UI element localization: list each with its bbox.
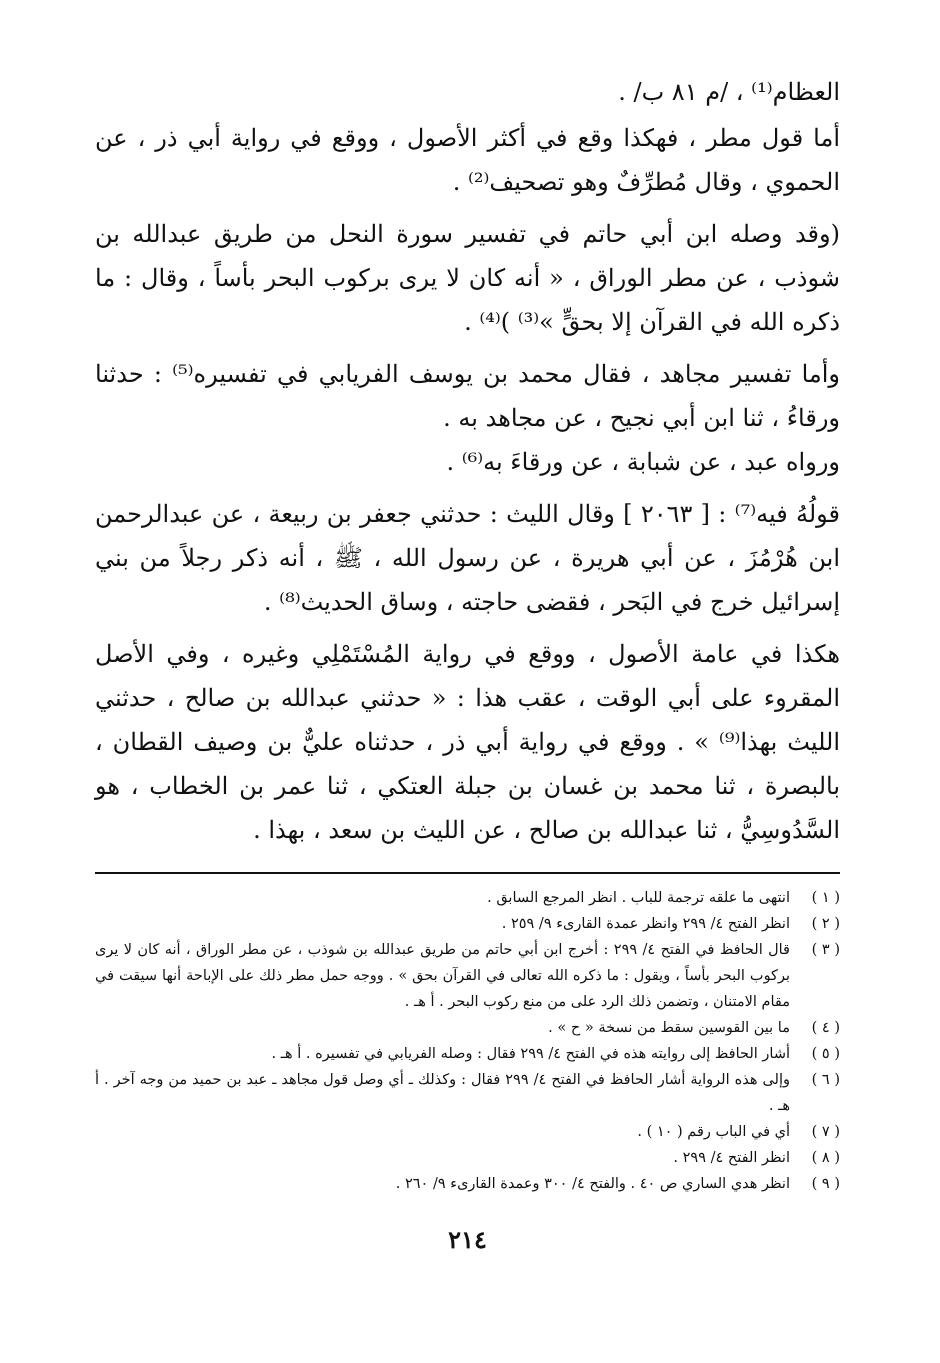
footnote-number: ( ٨ ) — [811, 1150, 840, 1166]
footnote-item — [95, 1145, 840, 1171]
footnote-item — [95, 911, 840, 937]
paragraph-6: قولُهُ فيه⁽⁷⁾ : [ ٢٠٦٣ ] وقال الليث : حدثني جعفر بن ربيعة ، عن عبدالرحمن ابن هُرْمُزَ ، عن أبي هريرة ، عن رسول الله ، ﷺ ، أنه ذكر رجلاً من بني إسرائيل خرج في البَحر ، فقضى حاجته ، وساق الحديث⁽⁸⁾ . — [95, 500, 841, 616]
footnotes — [95, 885, 840, 1197]
footnote-separator — [95, 872, 840, 874]
footnote-text: أي في الباب رقم ( ١٠ ) . — [637, 1124, 790, 1140]
footnote-number: ( ٦ ) — [811, 1072, 840, 1088]
paragraph-5: ورواه عبد ، عن شبابة ، عن ورقاءَ به⁽⁶⁾ . — [446, 448, 840, 476]
page-number: ٢١٤ — [448, 1225, 487, 1254]
footnote-item — [95, 1067, 840, 1119]
footnote-text: أشار الحافظ إلى روايته هذه في الفتح ٤/ ٢٩٩ فقال : وصله الفريابي في تفسيره . أ هـ . — [271, 1046, 790, 1062]
paragraph-3: (وقد وصله ابن أبي حاتم في تفسير سورة النحل من طريق عبدالله بن شوذب ، عن مطر الوراق ، « أنه كان لا يرى بركوب البحر بأساً ، وقال : ما ذكره الله في القرآن إلا بحقٍّ »⁽³⁾ )⁽⁴⁾ . — [95, 220, 840, 336]
footnote-text: وإلى هذه الرواية أشار الحافظ في الفتح ٤/ ٢٩٩ فقال : وكذلك ـ أي وصل قول مجاهد ـ عبد بن حميد من وجه آخر . أ هـ . — [95, 1072, 790, 1114]
footnote-item — [95, 937, 840, 1015]
footnote-text: ما بين القوسين سقط من نسخة « ح » . — [548, 1020, 790, 1036]
footnote-item — [95, 885, 840, 911]
footnote-text: انظر الفتح ٤/ ٢٩٩ وانظر عمدة القارىء ٩/ ٢٥٩ . — [501, 916, 790, 932]
footnote-text: انظر الفتح ٤/ ٢٩٩ . — [673, 1150, 790, 1166]
footnote-item — [95, 1041, 840, 1067]
footnote-text: انتهى ما علقه ترجمة للباب . انظر المرجع السابق . — [487, 890, 790, 906]
footnote-text: قال الحافظ في الفتح ٤/ ٢٩٩ : أخرج ابن أبي حاتم من طريق عبدالله بن شوذب ، عن مطر الوراق ، أنه كان لا يرى بركوب البحر بأساً ، ويقول : ما ذكره الله تعالى في القرآن بحق » . ووجه حمل مطر ذلك على الإباحة أنها سيقت في مقام الامتنان ، وتضمن ذلك الرد على من منع ركوب البحر . أ هـ . — [95, 942, 790, 1010]
footnote-number: ( ٩ ) — [811, 1176, 840, 1192]
footnote-number: ( ١ ) — [811, 890, 840, 906]
footnote-number: ( ٥ ) — [811, 1046, 840, 1062]
paragraph-1: العظام⁽¹⁾ ، /م ٨١ ب/ . — [618, 78, 840, 106]
footnote-text: انظر هدي الساري ص ٤٠ . والفتح ٤/ ٣٠٠ وعمدة القارىء ٩/ ٢٦٠ . — [395, 1176, 790, 1192]
footnote-number: ( ٣ ) — [811, 942, 840, 958]
paragraph-4: وأما تفسير مجاهد ، فقال محمد بن يوسف الفريابي في تفسيره⁽⁵⁾ : حدثنا ورقاءُ ، ثنا ابن أبي نجيح ، عن مجاهد به . — [95, 360, 841, 432]
main-text — [95, 70, 840, 852]
footnote-item — [95, 1171, 840, 1197]
paragraph-2: أما قول مطر ، فهكذا وقع في أكثر الأصول ، ووقع في رواية أبي ذر ، عن الحموي ، وقال مُطرِّفٌ وهو تصحيف⁽²⁾ . — [95, 124, 840, 196]
footnote-number: ( ٢ ) — [811, 916, 840, 932]
footnote-number: ( ٤ ) — [811, 1020, 840, 1036]
footnote-number: ( ٧ ) — [811, 1124, 840, 1140]
footnote-item — [95, 1015, 840, 1041]
book-page — [95, 70, 841, 1254]
footnote-item — [95, 1119, 840, 1145]
paragraph-7: هكذا في عامة الأصول ، ووقع في رواية المُسْتَمْلِي وغيره ، وفي الأصل المقروء على أبي الوقت ، عقب هذا : « حدثني عبدالله بن صالح ، حدثني الليث بهذا⁽⁹⁾ » . ووقع في رواية أبي ذر ، حدثناه عليٌّ بن وصيف القطان ، بالبصرة ، ثنا محمد بن غسان بن جبلة العتكي ، ثنا عمر بن الخطاب ، هو السَّدُوسِيُّ ، ثنا عبدالله بن صالح ، عن الليث بن سعد ، بهذا . — [95, 640, 841, 844]
